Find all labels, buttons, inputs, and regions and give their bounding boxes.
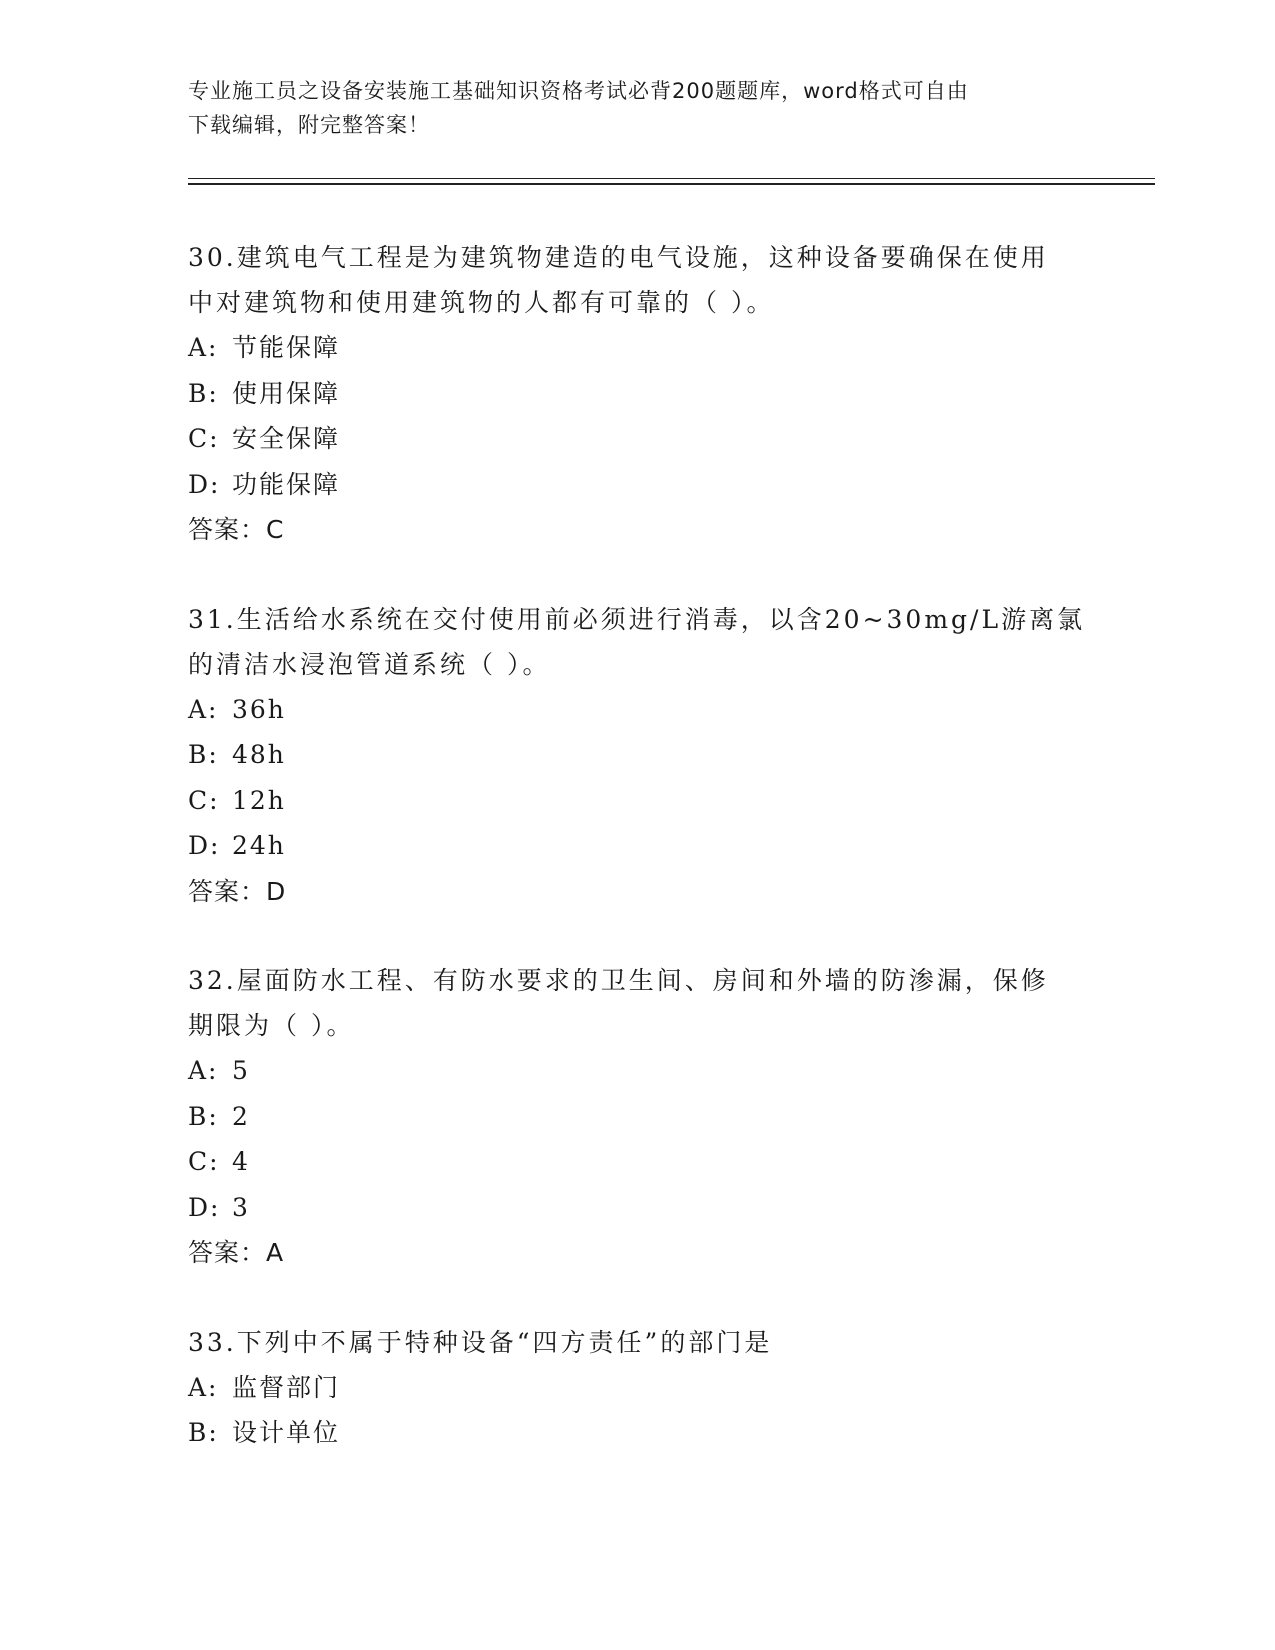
option-label: D: — [188, 1192, 221, 1222]
option-label: C: — [188, 424, 220, 453]
header-divider-thin — [188, 178, 1155, 179]
option-b — [188, 371, 1088, 417]
option-text: 节能保障 — [232, 333, 341, 362]
question-stem-line-1: 31.生活给水系统在交付使用前必须进行消毒，以含20~30mg/L游离氯 — [188, 604, 1086, 634]
option-b — [188, 1094, 1088, 1140]
option-label: C: — [188, 785, 220, 815]
question-32 — [188, 958, 1088, 1276]
option-label: A: — [188, 333, 219, 362]
option-a — [188, 1048, 1088, 1094]
option-label: C: — [188, 1147, 220, 1176]
option-text: 2 — [232, 1101, 250, 1131]
option-text: 3 — [232, 1192, 250, 1222]
option-label: B: — [188, 740, 219, 769]
option-text: 12h — [232, 785, 286, 815]
option-a — [188, 325, 1088, 371]
header-line-1: 专业施工员之设备安装施工基础知识资格考试必背200题题库，word格式可自由 — [188, 79, 969, 103]
option-d — [188, 462, 1088, 508]
option-text: 使用保障 — [232, 378, 341, 408]
question-stem-line-2: 中对建筑物和使用建筑物的人都有可靠的（ ）。 — [188, 288, 775, 317]
option-label: B: — [188, 1101, 219, 1131]
option-label: B: — [188, 378, 219, 408]
option-a — [188, 1365, 1088, 1411]
document-header — [188, 74, 1088, 142]
question-stem-line-1: 33.下列中不属于特种设备“四方责任”的部门是 — [188, 1327, 773, 1357]
option-text: 48h — [232, 740, 286, 769]
header-line-2: 下载编辑，附完整答案！ — [188, 113, 430, 137]
option-c — [188, 778, 1088, 824]
option-text: 安全保障 — [232, 424, 341, 453]
option-label: D: — [188, 469, 221, 499]
option-text: 设计单位 — [232, 1418, 341, 1447]
answer: 答案：D — [188, 876, 287, 906]
question-stem-line-1: 32.屋面防水工程、有防水要求的卫生间、房间和外墙的防渗漏，保修 — [188, 966, 1049, 995]
option-text: 功能保障 — [232, 469, 341, 499]
option-d — [188, 823, 1088, 869]
option-text: 36h — [232, 694, 286, 724]
option-text: 24h — [232, 831, 286, 860]
header-divider-thick — [188, 183, 1155, 185]
question-33 — [188, 1320, 1088, 1456]
question-stem-line-2: 的清洁水浸泡管道系统（ ）。 — [188, 649, 551, 679]
option-label: B: — [188, 1418, 219, 1447]
question-list — [188, 235, 1088, 1500]
option-b — [188, 1410, 1088, 1456]
option-d — [188, 1185, 1088, 1231]
option-c — [188, 1139, 1088, 1185]
option-c — [188, 416, 1088, 462]
option-a — [188, 687, 1088, 733]
option-text: 5 — [232, 1056, 250, 1085]
question-stem-line-2: 期限为（ ）。 — [188, 1011, 355, 1040]
option-text: 监督部门 — [232, 1372, 341, 1402]
question-31 — [188, 597, 1088, 915]
option-text: 4 — [232, 1147, 250, 1176]
option-label: A: — [188, 1372, 219, 1402]
option-label: D: — [188, 831, 221, 860]
option-label: A: — [188, 1056, 219, 1085]
question-stem-line-1: 30.建筑电气工程是为建筑物建造的电气设施，这种设备要确保在使用 — [188, 243, 1049, 272]
option-b — [188, 732, 1088, 778]
question-30 — [188, 235, 1088, 553]
answer: 答案：C — [188, 515, 285, 544]
answer: 答案：A — [188, 1238, 285, 1267]
option-label: A: — [188, 694, 219, 724]
